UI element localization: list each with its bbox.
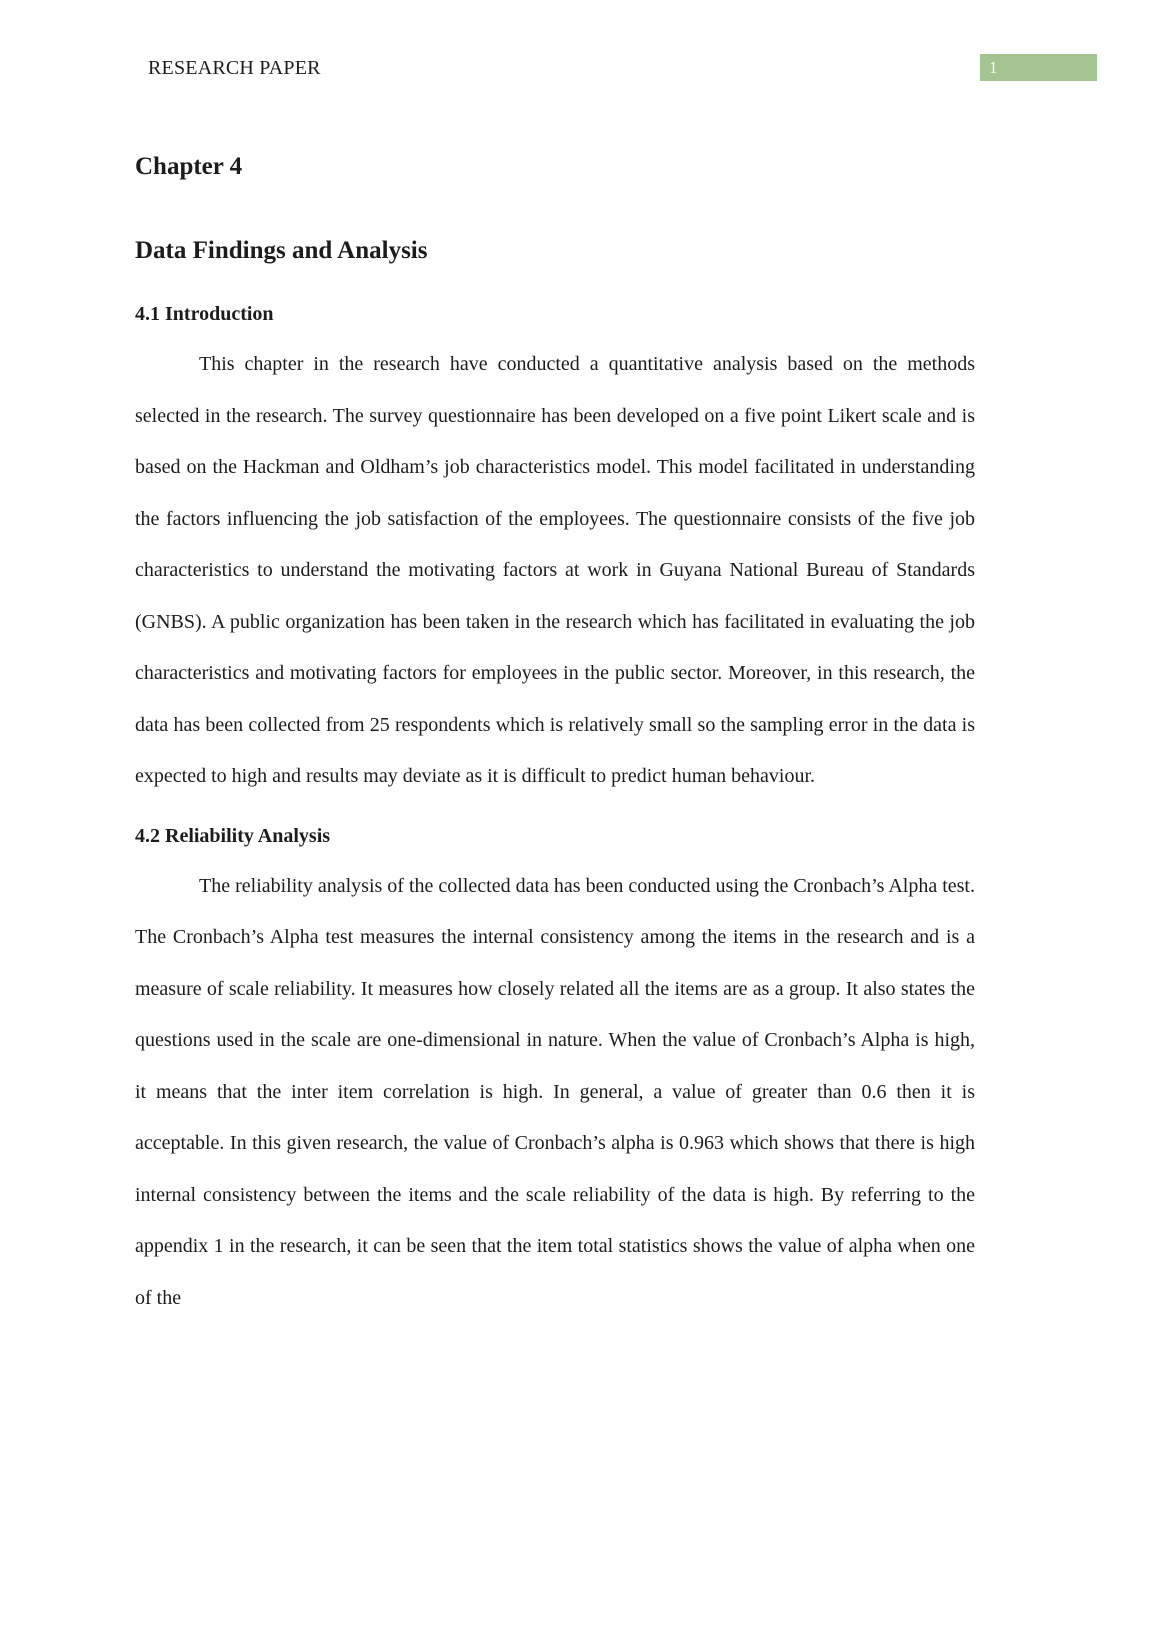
section-heading-4-2: 4.2 Reliability Analysis (135, 824, 331, 847)
page-header (0, 0, 1158, 81)
section-heading-4-1: 4.1 Introduction (135, 303, 274, 325)
running-head: RESEARCH PAPER (148, 57, 321, 79)
page-number-badge: 1 (980, 54, 1097, 81)
paragraph-reliability: The reliability analysis of the collected data has been conducted using the Cronbach’s Alpha test. The Cronbach’s Alpha test measures the internal consistency among the items in the research and is a measure of scale reliability. It measures how closely related all the items are as a group. It also states the questions used in the scale are one-dimensional in nature. When the value of Cronbach’s Alpha is high, it means that the inter item correlation is high. In general, a value of greater than 0.6 then it is acceptable. In this given research, the value of Cronbach’s alpha is 0.963 which shows that there is high internal consistency between the items and the scale reliability of the data is high. By referring to the appendix 1 in the research, it can be seen that the item total statistics shows the value of alpha when one of the (135, 874, 975, 1309)
chapter-heading: Chapter 4 (135, 153, 243, 180)
paragraph-introduction: This chapter in the research have conducted a quantitative analysis based on the methods selected in the research. The survey questionnaire has been developed on a five point Likert scale and is based on the Hackman and Oldham’s job characteristics model. This model facilitated in understanding the factors influencing the job satisfaction of the employees. The questionnaire consists of the five job characteristics to understand the motivating factors at work in Guyana National Bureau of Standards (GNBS). A public organization has been taken in the research which has facilitated in evaluating the job characteristics and motivating factors for employees in the public sector. Moreover, in this research, the data has been collected from 25 respondents which is relatively small so the sampling error in the data is expected to high and results may deviate as it is difficult to predict human behaviour. (135, 353, 975, 787)
document-body (135, 153, 975, 1324)
document-title: Data Findings and Analysis (135, 237, 428, 264)
